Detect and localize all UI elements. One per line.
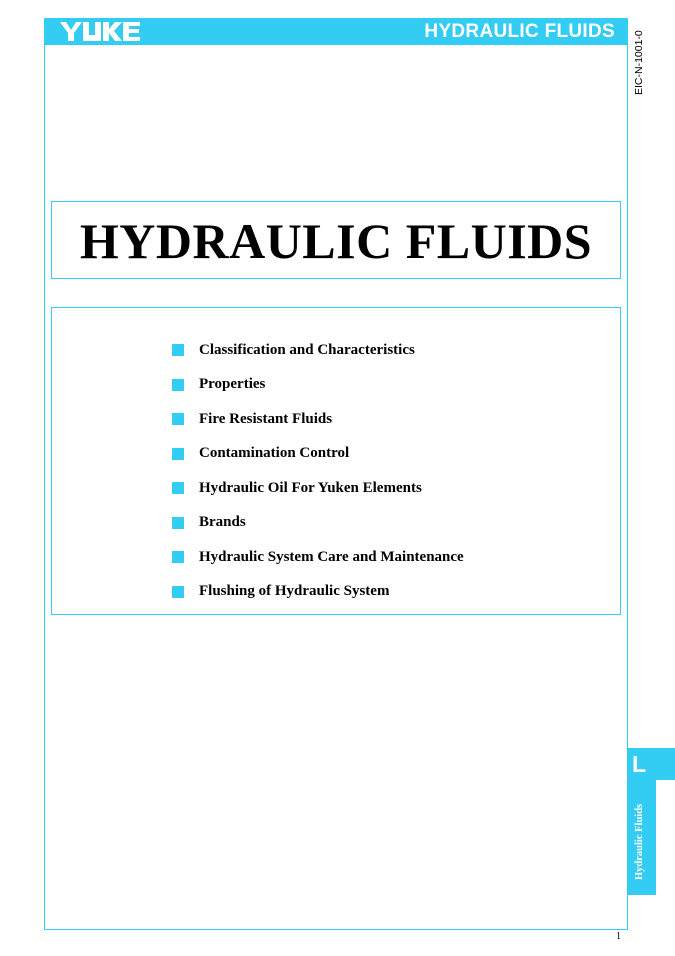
square-bullet-icon [172,413,184,425]
page-title: HYDRAULIC FLUIDS [79,213,593,269]
square-bullet-icon [172,551,184,563]
toc-item-label: Hydraulic Oil For Yuken Elements [199,479,422,496]
square-bullet-icon [172,586,184,598]
toc-item-label: Fire Resistant Fluids [199,410,333,427]
page-number: 1 [616,931,621,942]
table-of-contents [51,307,621,615]
title-box [51,201,621,279]
section-tab-label: Hydraulic Fluids [634,803,645,880]
square-bullet-icon [172,482,184,494]
toc-item-label: Hydraulic System Care and Maintenance [199,548,464,565]
toc-item-label: Flushing of Hydraulic System [199,583,390,600]
toc-item-label: Brands [199,514,246,531]
section-tab-letter: L [632,751,647,777]
square-bullet-icon [172,344,184,356]
toc-item-label: Classification and Characteristics [199,341,415,358]
toc-item[interactable] [172,471,464,506]
toc-item[interactable] [172,575,464,610]
toc-item[interactable] [172,368,464,403]
toc-item-label: Properties [199,376,266,393]
document-code: EIC-N-1001-0 [633,30,645,95]
toc-item[interactable] [172,506,464,541]
toc-item[interactable] [172,333,464,368]
square-bullet-icon [172,517,184,529]
toc-item[interactable] [172,540,464,575]
toc-item-label: Contamination Control [199,445,350,462]
square-bullet-icon [172,448,184,460]
yuken-logo [60,20,146,43]
toc-list [172,333,464,609]
header-title: HYDRAULIC FLUIDS [424,21,615,42]
toc-item[interactable] [172,437,464,472]
square-bullet-icon [172,379,184,391]
toc-item[interactable] [172,402,464,437]
